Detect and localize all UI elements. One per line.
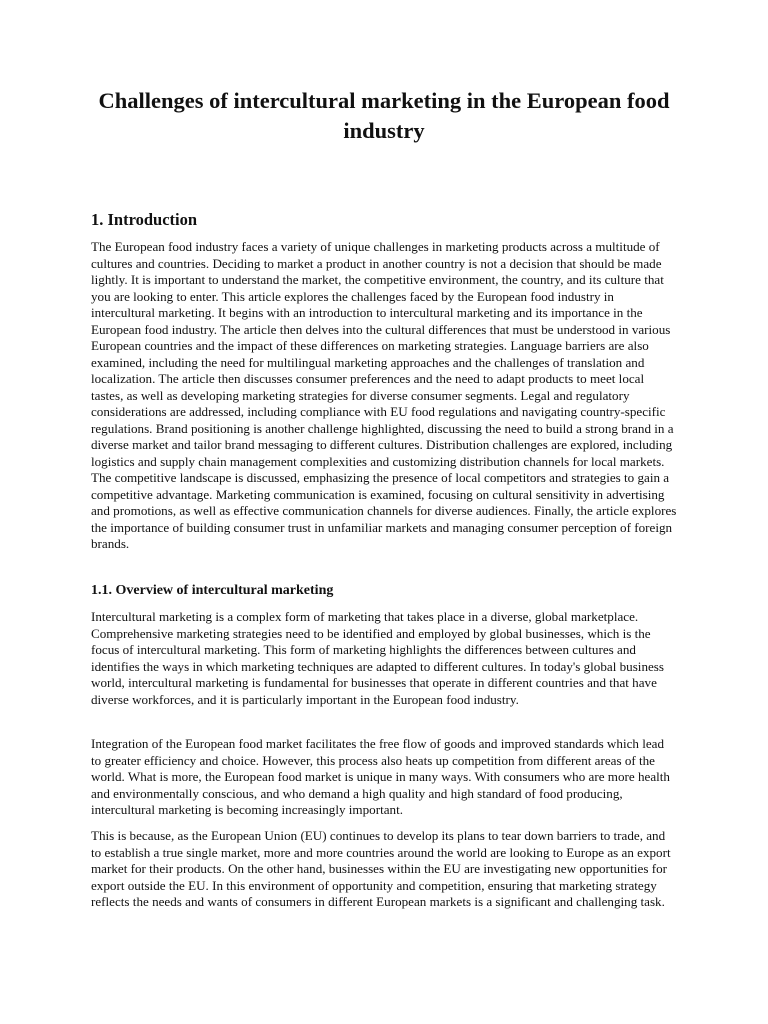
subsection-heading-overview: 1.1. Overview of intercultural marketing — [91, 583, 334, 598]
paragraph-overview-2: Integration of the European food market facilitates the free flow of goods and improved standards which lead to greater efficiency and choice. However, this process also heats up competition from different areas of the world. What is more, the European food market is unique in many ways. With consumers who are more health and environmentally conscious, and who demand a high quality and high standard of food producing, intercultural marketing is becoming increasingly important. — [91, 736, 670, 817]
paragraph-introduction: The European food industry faces a variety of unique challenges in marketing products across a multitude of cultures and countries. Deciding to market a product in another country is not a decision that should be made lightly. It is important to understand the market, the competitive environment, the country, and its culture that you are looking to enter. This article explores the challenges faced by the European food industry in intercultural marketing. It begins with an introduction to intercultural marketing and its importance in the European food industry. The article then delves into the cultural differences that must be understood in various European countries and the impact of these differences on marketing strategies. Language barriers are also examined, including the need for multilingual marketing approaches and the challenges of translation and localization. The article then discusses consumer preferences and the need to adapt products to meet local tastes, as well as developing marketing strategies for diverse consumer segments. Legal and regulatory considerations are addressed, including compliance with EU food regulations and navigating country-specific regulations. Brand positioning is another challenge highlighted, discussing the need to build a strong brand in a diverse market and tailor brand messaging to different cultures. Distribution challenges are explored, including logistics and supply chain management complexities and customizing distribution channels for local markets. The competitive landscape is discussed, emphasizing the presence of local competitors and strategies to gain a competitive advantage. Marketing communication is examined, focusing on cultural sensitivity in advertising and promotions, as well as effective communication channels for diverse audiences. Finally, the article explores the importance of building consumer trust in unfamiliar markets and managing consumer perception of foreign brands. — [91, 239, 677, 551]
document-page — [91, 86, 677, 909]
section-heading-introduction: 1. Introduction — [91, 210, 198, 229]
document-title: Challenges of intercultural marketing in the European food industry — [98, 88, 670, 143]
paragraph-overview-1: Intercultural marketing is a complex form of marketing that takes place in a diverse, global marketplace. Comprehensive marketing strategies need to be identified and employed by global businesses, which is the focus of intercultural marketing. This form of marketing highlights the differences between cultures and identifies the ways in which marketing techniques are adapted to different cultures. In today's global business world, intercultural marketing is fundamental for businesses that operate in different countries and that have diverse workforces, and it is particularly important in the European food industry. — [91, 609, 664, 707]
paragraph-overview-3: This is because, as the European Union (EU) continues to develop its plans to tear down barriers to trade, and to establish a true single market, more and more countries around the world are looking to Europe as an export market for their products. On the other hand, businesses within the EU are investigating new opportunities for export outside the EU. In this environment of opportunity and competition, ensuring that marketing strategy reflects the needs and wants of consumers in different European markets is a significant and challenging task. — [91, 828, 671, 909]
